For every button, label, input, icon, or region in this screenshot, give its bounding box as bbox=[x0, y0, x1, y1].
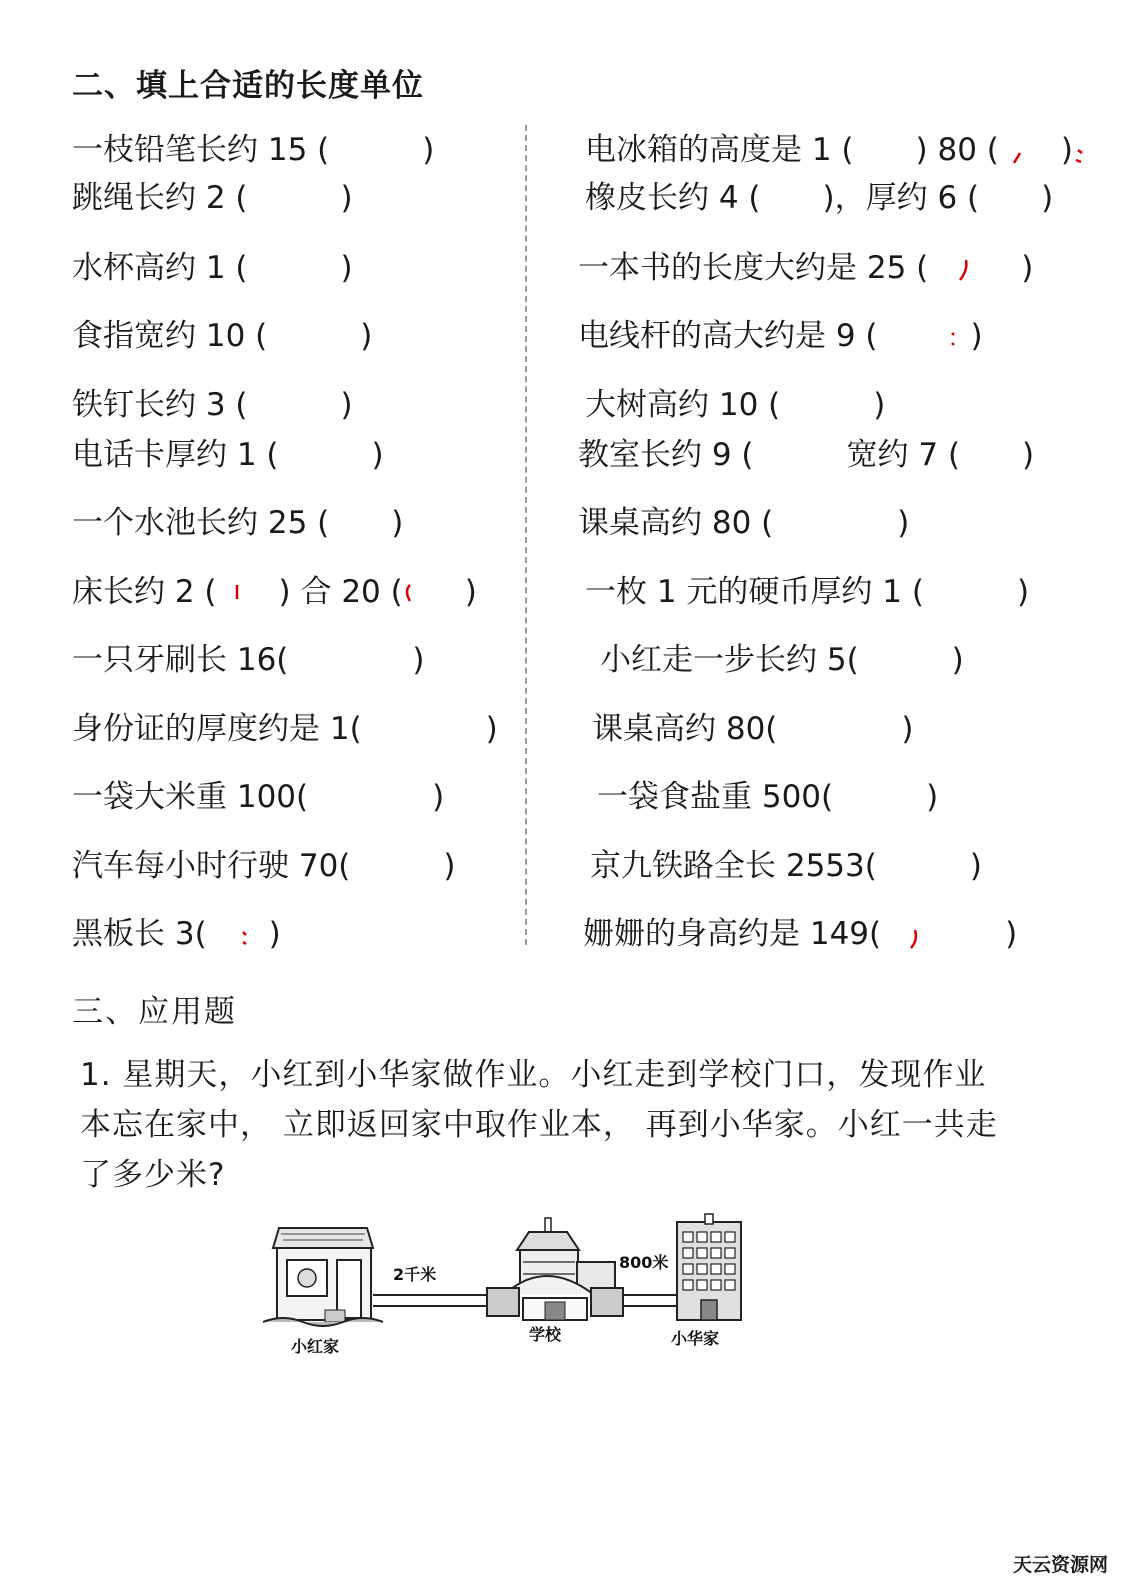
section-title-fill-units: 二、填上合适的长度单位 bbox=[72, 68, 424, 104]
question-left-13: 黑板长 3( ) bbox=[72, 916, 281, 952]
distance-label-1: 2千米 bbox=[393, 1265, 437, 1284]
question-right-9: 小红走一步长约 5( ) bbox=[600, 642, 964, 678]
problem-1-line-2: 本忘在家中， 立即返回家中取作业本， 再到小华家。小红一共走 bbox=[80, 1107, 998, 1143]
red-mark bbox=[911, 930, 916, 948]
school-label: 学校 bbox=[529, 1325, 562, 1344]
question-right-5: 大树高约 10 ( ) bbox=[585, 387, 886, 423]
question-left-12: 汽车每小时行驶 70( ) bbox=[72, 848, 456, 884]
question-right-11: 一袋食盐重 500( ) bbox=[597, 779, 939, 815]
apartment-building-icon bbox=[677, 1214, 741, 1320]
question-left-1: 一枝铅笔长约 15 ( ) bbox=[72, 132, 435, 168]
problem-1-line-3: 了多少米? bbox=[80, 1157, 226, 1193]
question-left-10: 身份证的厚度约是 1( ) bbox=[72, 711, 498, 747]
question-right-3: 一本书的长度大约是 25 ( ) bbox=[578, 250, 1034, 286]
distance-label-2: 800米 bbox=[619, 1253, 669, 1272]
question-right-6: 教室长约 9 ( 宽约 7 ( ) bbox=[578, 437, 1035, 473]
red-mark bbox=[1076, 150, 1082, 162]
question-left-2: 跳绳长约 2 ( ) bbox=[72, 180, 353, 216]
house-icon bbox=[263, 1228, 383, 1326]
question-right-2: 橡皮长约 4 ( )，厚约 6 ( ) bbox=[585, 180, 1054, 216]
watermark: 天云资源网 bbox=[1012, 1554, 1108, 1576]
question-left-4: 食指宽约 10 ( ) bbox=[72, 318, 373, 354]
question-left-8: 床长约 2 ( ) 合 20 ( ) bbox=[72, 574, 477, 610]
red-mark bbox=[1014, 153, 1020, 163]
question-left-9: 一只牙刷长 16( ) bbox=[72, 642, 425, 678]
problem-1-text bbox=[80, 1050, 1080, 1200]
red-mark bbox=[952, 333, 954, 345]
question-right-8: 一枚 1 元的硬币厚约 1 ( ) bbox=[585, 574, 1030, 610]
route-diagram bbox=[255, 1210, 755, 1360]
section-title-application: 三、应用题 bbox=[72, 994, 237, 1030]
question-right-4: 电线杆的高大约是 9 ( ) bbox=[578, 318, 983, 354]
home-label: 小红家 bbox=[291, 1337, 340, 1356]
question-left-5: 铁钉长约 3 ( ) bbox=[72, 387, 353, 423]
question-right-7: 课桌高约 80 ( ) bbox=[578, 505, 910, 541]
friend-home-label: 小华家 bbox=[671, 1329, 720, 1348]
red-mark bbox=[243, 932, 246, 944]
question-right-13: 姗姗的身高约是 149( ) bbox=[583, 916, 1018, 952]
school-icon bbox=[487, 1218, 623, 1320]
question-left-11: 一袋大米重 100( ) bbox=[72, 779, 445, 815]
red-mark bbox=[960, 260, 966, 280]
question-right-10: 课桌高约 80( ) bbox=[592, 711, 914, 747]
question-left-6: 电话卡厚约 1 ( ) bbox=[72, 437, 384, 473]
question-right-1: 电冰箱的高度是 1 ( ) 80 ( ) bbox=[585, 132, 1073, 168]
question-right-12: 京九铁路全长 2553( ) bbox=[590, 848, 982, 884]
red-mark bbox=[407, 585, 410, 601]
problem-1-line-1: 1. 星期天，小红到小华家做作业。小红走到学校门口，发现作业 bbox=[80, 1057, 987, 1093]
question-left-7: 一个水池长约 25 ( ) bbox=[72, 505, 404, 541]
question-left-3: 水杯高约 1 ( ) bbox=[72, 250, 353, 286]
